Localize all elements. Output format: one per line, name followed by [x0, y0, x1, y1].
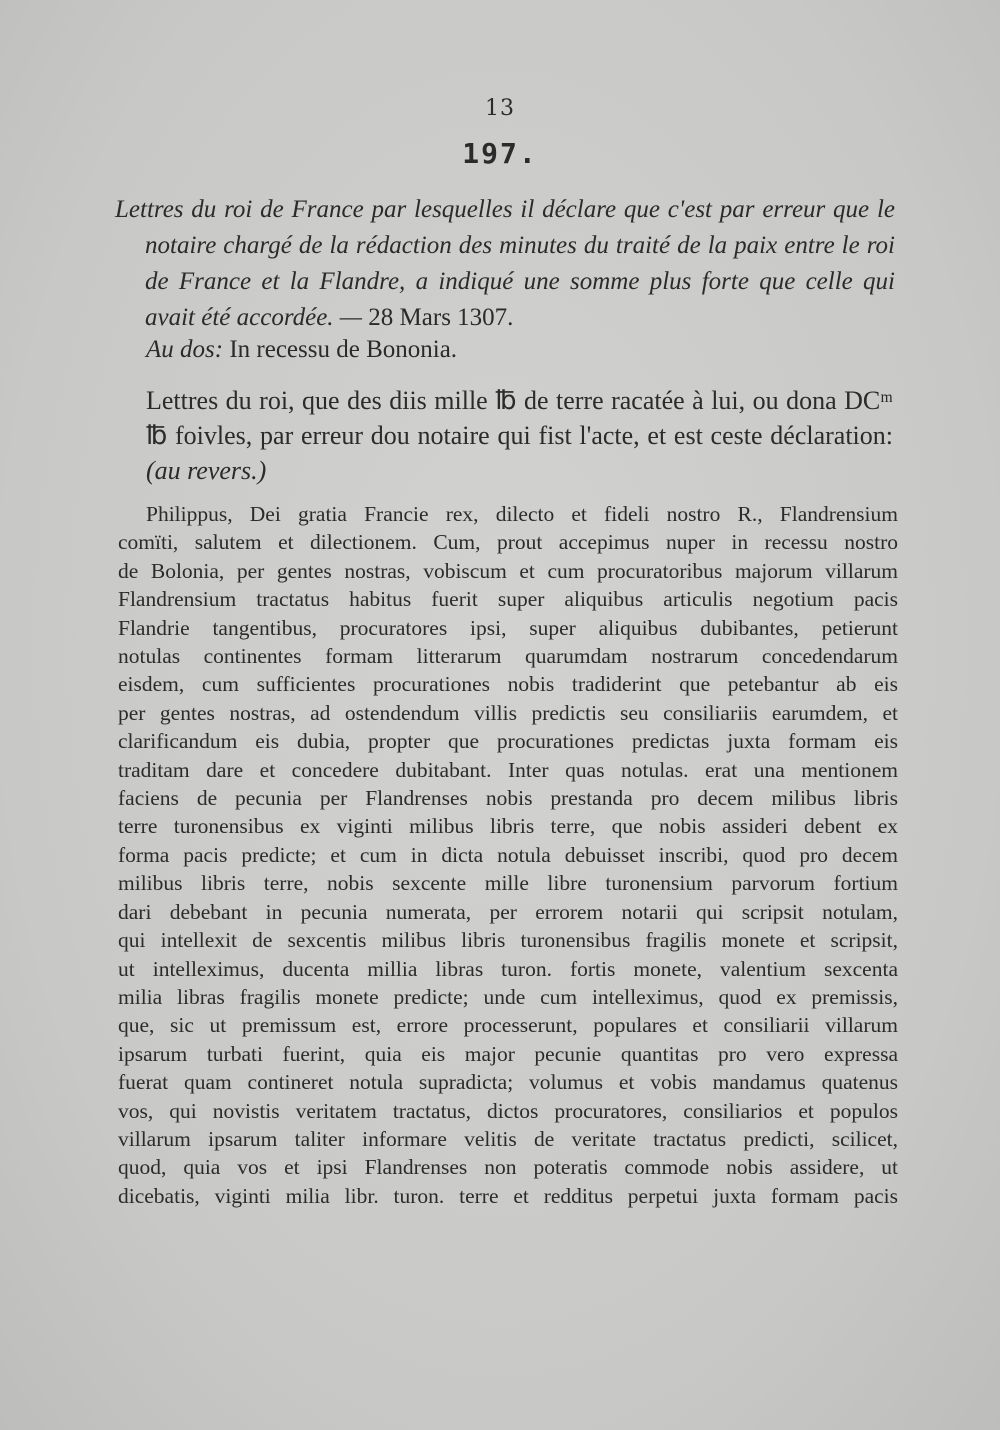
latin-line: Flandrensium tractatus habitus fuerit super aliquibus articulis negotium pacis — [118, 587, 898, 612]
latin-line: vos, qui novistis veritatem tractatus, dictos procuratores, consiliarios et populos — [118, 1098, 898, 1123]
summary-text: Lettres du roi de France par lesquelles il déclare que c'est par erreur que le notaire chargé de la rédaction des minutes du traité de la paix entre le roi de France et la Flandre, a indiqué une somme plus forte que celle qui avait été accordée. — — [115, 196, 895, 331]
summary-date: 28 Mars 1307. — [368, 304, 514, 331]
latin-line: traditam dare et concedere dubitabant. Inter quas notulas. erat una mentionem — [118, 757, 898, 782]
latin-line: Philippus, Dei gratia Francie rex, dilecto et fideli nostro R., Flandrensium — [146, 502, 898, 526]
latin-line: faciens de pecunia per Flandrenses nobis prestanda pro decem milibus libris — [118, 786, 898, 811]
latin-line: comïti, salutem et dilectionem. Cum, prout accepimus nuper in recessu nostro — [118, 530, 898, 555]
latin-line: milia libras fragilis monete predicte; unde cum intelleximus, quod ex premissis, — [118, 984, 898, 1009]
latin-line: fuerat quam contineret notula supradicta; volumus et vobis mandamus quatenus — [118, 1070, 898, 1095]
dorsal-note — [146, 336, 457, 364]
latin-line: quod, quia vos et ipsi Flandrenses non poteratis commode nobis assidere, ut — [118, 1155, 898, 1180]
latin-line: dicebatis, viginti milia libr. turon. terre et redditus perpetui juxta formam pacis — [118, 1183, 898, 1208]
page-number: 13 — [485, 96, 515, 121]
dorsal-text: In recessu de Bononia. — [229, 336, 458, 363]
latin-line: forma pacis predicte; et cum in dicta notula debuisset inscribi, quod pro decem — [118, 842, 898, 867]
latin-line: que, sic ut premissum est, errore processerunt, populares et consiliarii villarum — [118, 1013, 898, 1038]
analysis-paragraph — [118, 383, 893, 488]
latin-line: clarificandum eis dubia, propter que procurationes predictas juxta formam eis — [118, 729, 898, 754]
document-number: 197. — [462, 137, 538, 170]
dorsal-label: Au dos: — [146, 336, 224, 363]
latin-line: dari debebant in pecunia numerata, per errorem notarii qui scripsit notulam, — [118, 899, 898, 924]
latin-line: eisdem, cum sufficientes procurationes nobis tradiderint que petebantur ab eis — [118, 672, 898, 697]
latin-line: de Bolonia, per gentes nostras, vobiscum et cum procuratoribus majorum villarum — [118, 558, 898, 583]
summary-text-block — [115, 192, 895, 336]
latin-line: villarum ipsarum taliter informare velitis de veritate tractatus predicti, scilicet, — [118, 1126, 898, 1151]
latin-line: milibus libris terre, nobis sexcente mille libre turonensium parvorum fortium — [118, 871, 898, 896]
latin-line: notulas continentes formam litterarum quarumdam nostrarum concedendarum — [118, 644, 898, 669]
latin-line: ut intelleximus, ducenta millia libras turon. fortis monete, valentium sexcenta — [118, 956, 898, 981]
analysis-text: Lettres du roi, que des diis mille ℔ de terre racatée à lui, ou dona DCᵐ ℔ foivles, par erreur dou notaire qui fist l'acte, et est ceste déclaration: — [146, 386, 893, 450]
latin-text — [118, 500, 898, 1210]
latin-line: terre turonensibus ex viginti milibus libris terre, que nobis assideri debent ex — [118, 814, 898, 839]
french-analysis — [118, 383, 893, 488]
analysis-italic-note: (au revers.) — [146, 456, 267, 485]
latin-line: qui intellexit de sexcentis milibus libris turonensibus fragilis monete et scripsit, — [118, 928, 898, 953]
latin-line: ipsarum turbati fuerint, quia eis major pecunie quantitas pro vero expressa — [118, 1041, 898, 1066]
latin-line: per gentes nostras, ad ostendendum villis predictis seu consiliariis earumdem, et — [118, 700, 898, 725]
latin-line: Flandrie tangentibus, procuratores ipsi, super aliquibus dubibantes, petierunt — [118, 615, 898, 640]
document-summary — [115, 192, 895, 336]
